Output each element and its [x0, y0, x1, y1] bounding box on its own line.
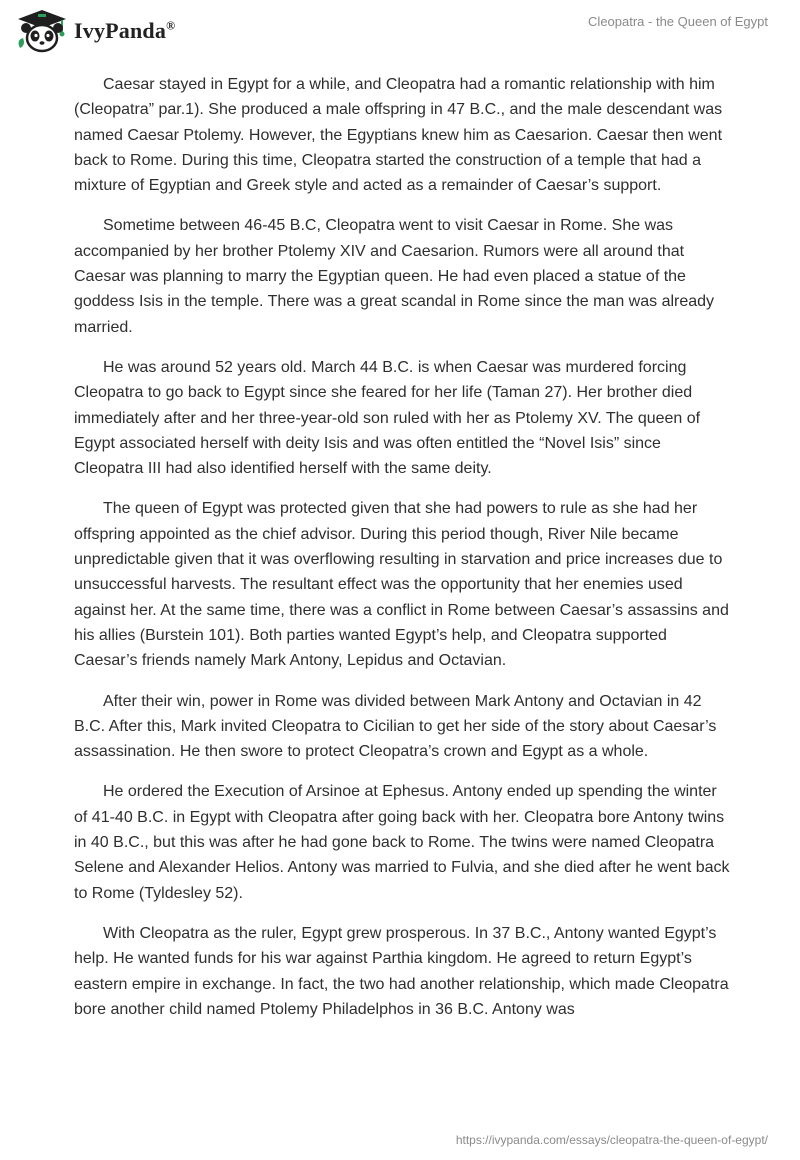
registered-mark: ®: [166, 18, 176, 33]
paragraph: He was around 52 years old. March 44 B.C. is when Caesar was murdered forcing Cleopatra to go back to Egypt since she feared for her life (Taman 27). Her brother died immediately after and her three-year-old son ruled with her as Ptolemy XV. The queen of Egypt associated herself with deity Isis and was often entitled the “Novel Isis” since Cleopatra III had also identified herself with the same deity.: [74, 358, 701, 478]
paragraph: The queen of Egypt was protected given that she had powers to rule as she had her offspring appointed as the chief advisor. During this period though, River Nile became unpredictable given that it was overflowing resulting in starvation and price increases due to unsuccessful harvests. The resultant effect was the opportunity that her enemies used against her. At the same time, there was a conflict in Rome between Caesar’s assassins and his allies (Burstein 101). Both parties wanted Egypt’s help, and Cleopatra supported Caesar’s friends namely Mark Antony, Lepidus and Octavian.: [74, 500, 729, 670]
paragraph: With Cleopatra as the ruler, Egypt grew prosperous. In 37 B.C., Antony wanted Egypt’s help. He wanted funds for his war against Parthia kingdom. He agreed to return Egypt’s eastern empire in exchange. In fact, the two had another relationship, which made Cleopatra bore another child named Ptolemy Philadelphos in 36 B.C. Antony was: [74, 924, 729, 1018]
page-header: [0, 0, 800, 60]
source-url[interactable]: https://ivypanda.com/essays/cleopatra-the-queen-of-egypt/: [455, 1133, 768, 1147]
essay-body: [74, 72, 734, 1037]
document-title: Cleopatra - the Queen of Egypt: [588, 14, 768, 29]
paragraph: After their win, power in Rome was divided between Mark Antony and Octavian in 42 B.C. After this, Mark invited Cleopatra to Cicilian to get her side of the story about Caesar’s assassination. He then swore to protect Cleopatra’s crown and Egypt as a whole.: [74, 692, 717, 761]
ivypanda-logo[interactable]: [14, 8, 175, 54]
panda-graduate-logo-icon: [14, 8, 70, 54]
paragraph: Sometime between 46-45 B.C, Cleopatra went to visit Caesar in Rome. She was accompanied by her brother Ptolemy XIV and Caesarion. Rumors were all around that Caesar was planning to marry the Egyptian queen. He had even placed a statue of the goddess Isis in the temple. There was a great scandal in Rome since the man was already married.: [74, 217, 715, 336]
paragraph: Caesar stayed in Egypt for a while, and Cleopatra had a romantic relationship with him (Cleopatra” par.1). She produced a male offspring in 47 B.C., and the male descendant was named Caesar Ptolemy. However, the Egyptians knew him as Caesarion. Caesar then went back to Rome. During this time, Cleopatra started the construction of a temple that had a mixture of Egyptian and Greek style and acted as a remainder of Caesar’s support.: [74, 76, 723, 195]
paragraph: He ordered the Execution of Arsinoe at Ephesus. Antony ended up spending the winter of 41-40 B.C. in Egypt with Cleopatra after going back with her. Cleopatra bore Antony twins in 40 B.C., but this was after he had gone back to Rome. The twins were named Cleopatra Selene and Alexander Helios. Antony was married to Fulvia, and she died after he went back to Rome (Tyldesley 52).: [74, 783, 730, 902]
brand-name: IvyPanda®: [74, 18, 176, 43]
